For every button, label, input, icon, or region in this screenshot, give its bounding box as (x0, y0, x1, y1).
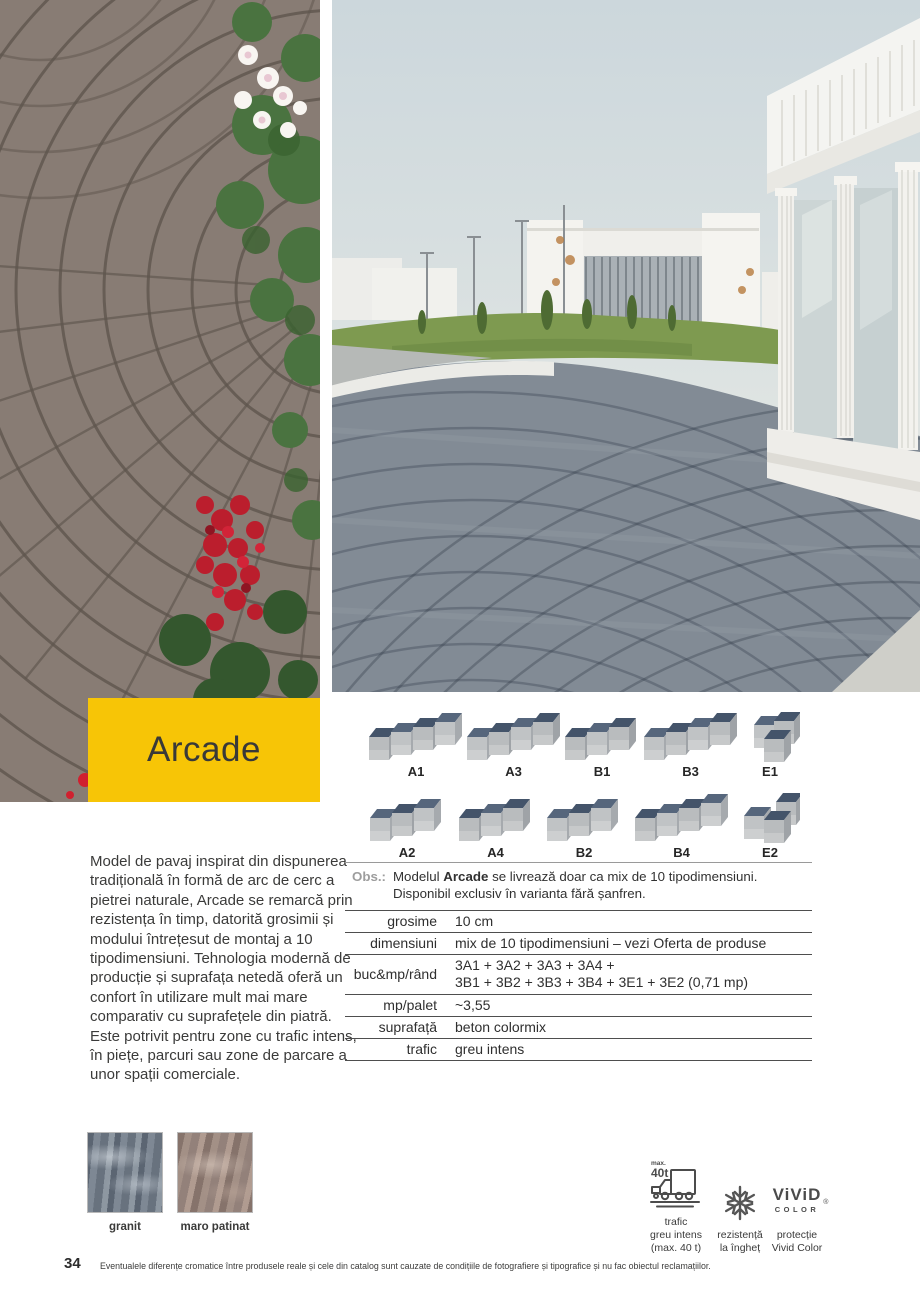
block-e1-image (740, 705, 800, 763)
badge-traffic (640, 1156, 712, 1254)
block-row-1 (368, 697, 800, 778)
badge-frost-label: rezistență la îngheț (717, 1228, 763, 1254)
badge-vivid (768, 1177, 830, 1255)
block-label: E2 (762, 845, 778, 860)
block-label: B1 (593, 764, 611, 779)
obs-note (345, 863, 812, 910)
spec-section (345, 862, 812, 1061)
spec-row-dimensiuni: dimensiuni mix de 10 tipodimensiuni – vezi Oferta de produse (345, 932, 812, 954)
paving-closeup-photo (0, 0, 320, 802)
block-b2-image (545, 788, 623, 844)
obs-label: Obs.: (352, 869, 386, 884)
block-b4-image (634, 788, 730, 844)
block-row-2 (368, 778, 800, 859)
block-a4-image (457, 788, 535, 844)
product-title: Arcade (147, 730, 261, 769)
block-label: B3 (682, 764, 699, 779)
spec-row-buc-mp-rand: buc&mp/rând 3A1 + 3A2 + 3A3 + 3A4 + 3B1 + 3B2 + 3B3 + 3B4 + 3E1 + 3E2 (0,71 mp) (345, 954, 812, 994)
badge-frost (712, 1183, 768, 1255)
block-types (368, 697, 800, 859)
footer-disclaimer: Eventualele diferențe cromatice între produsele reale și cele din catalog sunt cauzate de condițiile de fotografiere și tipografice și nu fac obiectul reclamațiilor. (100, 1261, 711, 1271)
spec-row-mp-palet: mp/palet ~3,55 (345, 994, 812, 1016)
obs-text: Modelul Arcade se livrează doar ca mix de 10 tipodimensiuni. Disponibil exclusiv în varianta fără șanfren. (392, 869, 758, 901)
block-label: E1 (762, 764, 778, 779)
color-swatches (87, 1132, 253, 1233)
block-a4 (457, 788, 535, 859)
block-a2 (368, 788, 446, 859)
property-badges (640, 1156, 830, 1254)
paving-closeup-illustration (0, 0, 320, 802)
svg-text:max.: max. (651, 1160, 666, 1167)
block-a1-image (368, 707, 464, 763)
portico (767, 18, 920, 520)
block-a3-image (466, 707, 562, 763)
svg-text:40t: 40t (651, 1166, 669, 1180)
block-label: A2 (398, 845, 416, 860)
block-b3-image (643, 707, 739, 763)
block-e1 (740, 705, 800, 778)
product-description: Model de pavaj inspirat din dispunerea tradițională în formă de arc de cerc a pietrei naturale, Arcade se remarcă prin rezistența în timp, datorită grosimii și modului întrețesut de montaj a 10 tipodimensiuni. Tehnologia modernă de producție și suprafața netedă oferă un confort în utilizare mult mai mare comparativ cu suprafețele din piatră. Este potrivit pentru zone cu trafic intens, în piețe, parcuri sau zone de parcare a unor spații comerciale. (90, 853, 357, 1084)
block-b4 (634, 788, 730, 859)
product-title-box (88, 698, 320, 802)
badge-vivid-label: protecție Vivid Color (771, 1228, 823, 1254)
spec-table (345, 910, 812, 1061)
block-a3 (466, 707, 562, 778)
block-b1 (563, 707, 641, 778)
swatch-granit-image (87, 1132, 163, 1213)
block-label: A4 (487, 845, 504, 860)
swatch-granit: granit (87, 1132, 163, 1233)
block-label: A3 (505, 764, 522, 779)
plaza-illustration (332, 0, 920, 692)
block-a2-image (368, 788, 446, 844)
vivid-color-logo: ViViD ® COLOR (772, 1184, 830, 1214)
block-a1 (368, 707, 464, 778)
truck-40t-icon (649, 1156, 703, 1210)
spec-row-grosime: grosime 10 cm (345, 910, 812, 932)
snowflake-icon (720, 1183, 760, 1223)
swatch-maro-patinat: maro patinat (177, 1132, 253, 1233)
block-label: A1 (407, 764, 425, 779)
block-b2 (545, 788, 623, 859)
spec-row-suprafata: suprafață beton colormix (345, 1016, 812, 1038)
badge-traffic-label: trafic greu intens (max. 40 t) (650, 1216, 702, 1254)
page-number: 34 (64, 1255, 81, 1272)
block-b1-image (563, 707, 641, 763)
block-label: B4 (673, 845, 690, 860)
block-e2-image (740, 786, 800, 844)
block-label: B2 (575, 845, 593, 860)
plaza-photo (332, 0, 920, 692)
spec-row-trafic: trafic greu intens (345, 1038, 812, 1061)
block-b3 (643, 707, 739, 778)
swatch-maro-patinat-image (177, 1132, 253, 1213)
block-e2 (740, 786, 800, 859)
